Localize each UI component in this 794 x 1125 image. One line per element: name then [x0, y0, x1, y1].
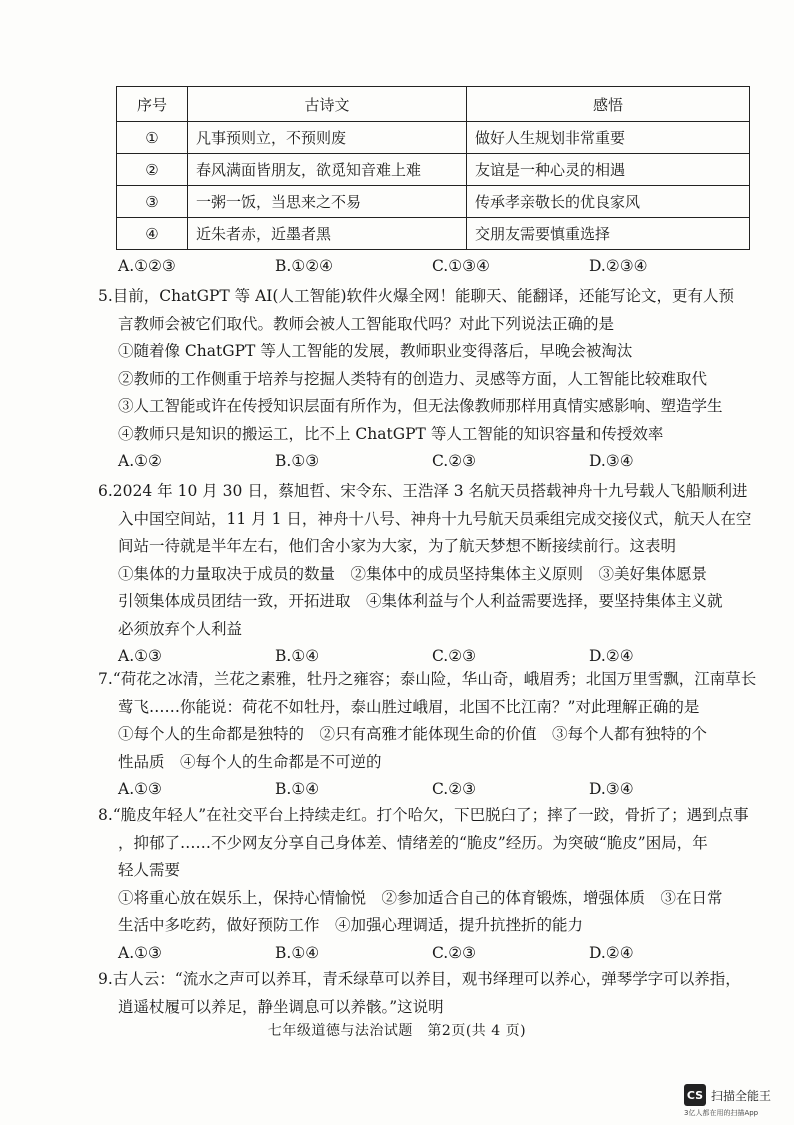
table-cell-poem: 春风满面皆朋友，欲觅知音难上难 [188, 154, 467, 186]
option-b[interactable]: B.①②④ [275, 257, 334, 275]
table-cell-insight: 传承孝亲敬长的优良家风 [467, 186, 750, 218]
statement-line: 生活中多吃药，做好预防工作 ④加强心理调适，提升抗挫折的能力 [118, 916, 584, 934]
table-row [117, 122, 750, 154]
table-row [117, 218, 750, 250]
question-5-options [98, 448, 758, 476]
question-8-options [98, 940, 758, 968]
table-cell-index: ④ [117, 218, 188, 250]
option-a[interactable]: A.①③ [118, 647, 162, 665]
question-stem-line: 言教师会被它们取代。教师会被人工智能取代吗？对此下列说法正确的是 [118, 314, 615, 333]
table-cell-insight: 做好人生规划非常重要 [467, 122, 750, 154]
option-b[interactable]: B.①④ [275, 780, 320, 798]
option-d[interactable]: D.②④ [589, 647, 634, 665]
question-4-options-block [98, 253, 758, 281]
option-c[interactable]: C.②③ [432, 780, 477, 798]
col-header-insight: 感悟 [467, 87, 750, 122]
table-cell-index: ③ [117, 186, 188, 218]
table-cell-poem: 凡事预则立，不预则废 [188, 122, 467, 154]
question-stem-line: 7.“荷花之冰清，兰花之素雅，牡丹之雍容；泰山险，华山奇，峨眉秀；北国万里雪飘，江南草长 [98, 670, 757, 688]
col-header-index: 序号 [117, 87, 188, 122]
page-footer: 七年级道德与法治试题 第2页(共 4 页) [267, 1023, 527, 1039]
statement-line: ②教师的工作侧重于培养与挖掘人类特有的创造力、灵感等方面，人工智能比较难取代 [118, 369, 708, 388]
question-7-options [98, 776, 758, 804]
option-d[interactable]: D.③④ [589, 780, 634, 798]
question-6 [98, 478, 758, 671]
question-7 [98, 666, 758, 804]
question-9 [98, 966, 758, 1021]
option-b[interactable]: B.①④ [275, 647, 320, 665]
table-cell-poem: 近朱者赤，近墨者黑 [188, 218, 467, 250]
statement-line: ④教师只是知识的搬运工，比不上 ChatGPT 等人工智能的知识容量和传授效率 [118, 424, 664, 443]
option-a[interactable]: A.①③ [118, 780, 162, 798]
scanner-watermark [684, 1084, 771, 1106]
statement-line: 必须放弃个人利益 [118, 619, 243, 638]
question-stem-line: ，抑郁了……不少网友分享自己身体差、情绪差的“脆皮”经历。为突破“脆皮”困局，年 [118, 833, 708, 852]
table-row [117, 154, 750, 186]
scanner-tagline: 3亿人都在用的扫描App [684, 1109, 759, 1117]
table-cell-index: ① [117, 122, 188, 154]
statement-line: ①每个人的生命都是独特的 ②只有高雅才能体现生命的价值 ③每个人都有独特的个 [118, 725, 708, 743]
poem-table [116, 86, 750, 250]
option-a[interactable]: A.①② [118, 452, 162, 470]
statement-line: 引领集体成员团结一致，开拓进取 ④集体利益与个人利益需要选择，要坚持集体主义就 [118, 592, 723, 610]
option-d[interactable]: D.③④ [589, 452, 634, 470]
option-c[interactable]: C.②③ [432, 943, 477, 962]
col-header-poem: 古诗文 [188, 87, 467, 122]
question-4-options [98, 253, 758, 281]
statement-line: ①随着像 ChatGPT 等人工智能的发展，教师职业变得落后，早晚会被淘汰 [118, 342, 633, 360]
question-stem-line: 间站一待就是半年左右，他们舍小家为大家，为了航天梦想不断接续前行。这表明 [118, 537, 677, 555]
option-c[interactable]: C.②③ [432, 452, 477, 470]
statement-line: 性品质 ④每个人的生命都是不可逆的 [118, 752, 382, 771]
option-d[interactable]: D.②③④ [589, 257, 648, 275]
option-d[interactable]: D.②④ [589, 943, 634, 962]
table-cell-insight: 友谊是一种心灵的相遇 [467, 154, 750, 186]
table-header-row [117, 87, 750, 122]
question-8 [98, 802, 758, 967]
statement-line: ①集体的力量取决于成员的数量 ②集体中的成员坚持集体主义原则 ③美好集体愿景 [118, 564, 708, 583]
option-b[interactable]: B.①④ [275, 943, 320, 962]
option-a[interactable]: A.①③ [118, 943, 162, 962]
question-stem-line: 9.古人云：“流水之声可以养耳，青禾绿草可以养目，观书绎理可以养心，弹琴学字可以养指， [98, 970, 741, 988]
table-cell-insight: 交朋友需要慎重选择 [467, 218, 750, 250]
option-a[interactable]: A.①②③ [118, 257, 176, 275]
scanner-logo-icon: CS [684, 1084, 706, 1106]
question-stem-line: 轻人需要 [118, 861, 181, 879]
scanner-app-name: 扫描全能王 [711, 1088, 772, 1103]
question-stem-line: 6.2024 年 10 月 30 日，蔡旭哲、宋令东、王浩泽 3 名航天员搭载神舟十九号载人飞船顺利进 [98, 482, 748, 500]
table-row [117, 186, 750, 218]
table-cell-index: ② [117, 154, 188, 186]
option-c[interactable]: C.②③ [432, 647, 477, 665]
table-cell-poem: 一粥一饭，当思来之不易 [188, 186, 467, 218]
statement-line: ③人工智能或许在传授知识层面有所作为，但无法像教师那样用真情实感影响、塑造学生 [118, 397, 723, 415]
question-stem-line: 莺飞……你能说：荷花不如牡丹，泰山胜过峨眉，北国不比江南？”对此理解正确的是 [118, 697, 700, 716]
question-stem-line: 入中国空间站，11 月 1 日，神舟十八号、神舟十九号航天员乘组完成交接仪式，航天人在空 [118, 509, 752, 528]
question-stem-line: 5.目前，ChatGPT 等 AI(人工智能)软件火爆全网！能聊天、能翻译，还能写论文，更有人预 [98, 287, 735, 305]
question-stem-line: 逍遥杖履可以养足，静坐调息可以养骸。”这说明 [118, 997, 444, 1016]
option-c[interactable]: C.①③④ [432, 257, 490, 275]
statement-line: ①将重心放在娱乐上，保持心情愉悦 ②参加适合自己的体育锻炼，增强体质 ③在日常 [118, 888, 723, 907]
option-b[interactable]: B.①③ [275, 452, 320, 470]
question-5 [98, 283, 758, 476]
question-stem-line: 8.“脆皮年轻人”在社交平台上持续走红。打个哈欠，下巴脱臼了；摔了一跤，骨折了；遇到点事 [98, 806, 749, 824]
